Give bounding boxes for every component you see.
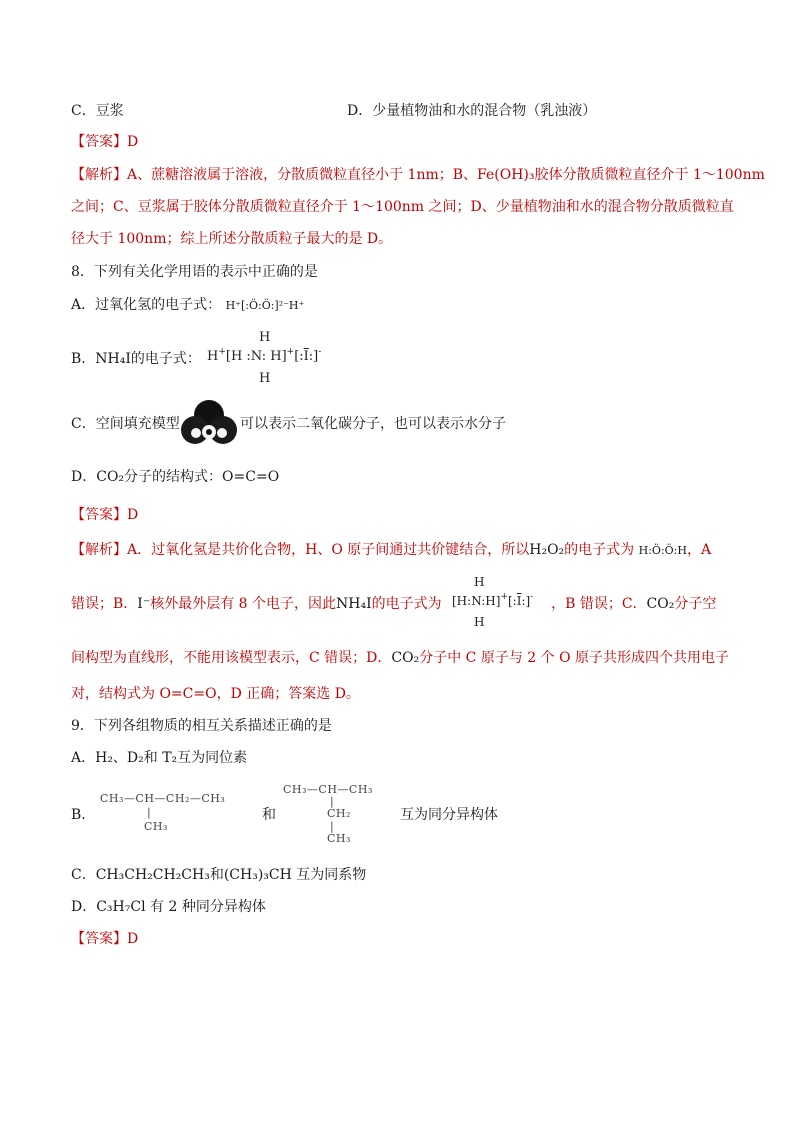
q9-option-d: D．C₃H₇Cl 有 2 种同分异构体: [71, 899, 266, 915]
nh4i-formula: NH₄I: [336, 596, 372, 612]
structural-formula-2: CH₃—CH—CH₃ | CH₂ | CH₃: [283, 783, 373, 845]
answer-value: D: [127, 134, 139, 150]
answer-label: 【答案】: [71, 134, 127, 150]
co2-formula: CO₂: [391, 650, 420, 666]
analysis-text-2a: 错误；B．: [71, 596, 138, 612]
q8-analysis-line-3: [71, 648, 729, 668]
option-d-text: 分子的结构式：O=C=O: [124, 469, 280, 485]
q9-answer: [71, 929, 138, 949]
option-b-prefix: B．: [71, 351, 96, 367]
q7-option-d: D．少量植物油和水的混合物（乳浊液）: [347, 103, 597, 119]
answer-label: 【答案】: [71, 507, 127, 523]
structural-formula-1: CH₃—CH—CH₂—CH₃ | CH₃: [100, 792, 226, 833]
q9-option-b-suffix: 互为同分异构体: [400, 807, 498, 823]
h2o2-formula: H₂O₂: [529, 542, 565, 558]
answer-value: D: [127, 931, 139, 947]
analysis-text-3b: 分子中 C 原子与 2 个 O 原子共形成四个共用电子: [419, 650, 729, 666]
q8-answer: [71, 505, 138, 525]
q7-analysis-line-1: [71, 165, 765, 185]
analysis-text-1a: A．过氧化氢是共价化合物，H、O 原子间通过共价键结合，所以: [127, 542, 530, 558]
analysis-text-2e: 分子空: [674, 596, 717, 612]
analysis-text: A、蔗糖溶液属于溶液，分散质微粒直径小于 1nm；B、Fe(OH)₃胶体分散质微粒直径介于 1～100nm: [127, 167, 765, 183]
analysis-text-3: 间构型为直线形，不能用该模型表示，C 错误；D．: [71, 650, 392, 666]
q9-stem: 9．下列各组物质的相互关系描述正确的是: [71, 718, 332, 734]
analysis-label: 【解析】: [71, 167, 127, 183]
q7-analysis-line-3: 径大于 100nm；综上所述分散质粒子最大的是 D。: [71, 231, 393, 247]
option-a-prefix: A．过氧化氢的电子式：: [71, 297, 222, 313]
option-c-prefix: C．空间填充模型: [71, 416, 180, 432]
iodide-ion: I⁻: [137, 596, 151, 612]
q8-analysis-line-1: [71, 540, 711, 561]
q9-option-b-and: 和: [262, 807, 276, 823]
analysis-text-1c: ，A: [686, 542, 712, 558]
analysis-text-2c: 的电子式为: [371, 596, 442, 612]
analysis-text-1b: 的电子式为: [564, 542, 635, 558]
answer-label: 【答案】: [71, 931, 127, 947]
q8-option-b: [71, 349, 201, 369]
q7-answer: [71, 132, 138, 152]
q8-option-c: [71, 414, 180, 434]
answer-value: D: [127, 507, 139, 523]
h2o2-lewis-formula: H:Ö:Ö:H: [638, 544, 687, 557]
q8-option-c-suffix: 可以表示二氧化碳分子，也可以表示水分子: [240, 416, 506, 432]
q7-analysis-line-2: 之间；C、豆浆属于胶体分散质微粒直径介于 1～100nm 之间；D、少量植物油和水的混合物分散质微粒直: [71, 199, 734, 215]
space-filling-model-image: [178, 398, 240, 448]
analysis-text-2b: 核外最外层有 8 个电子，因此: [150, 596, 337, 612]
q8-option-a: [71, 295, 304, 316]
q8-option-d: [71, 467, 279, 487]
option-d-prefix: D．: [71, 469, 97, 485]
co2-formula: CO₂: [96, 469, 125, 485]
option-b-text: 的电子式：: [130, 351, 201, 367]
analysis-text-2d: ，B 错误；C．: [551, 596, 647, 612]
q9-option-a: A．H₂、D₂和 T₂互为同位素: [71, 750, 248, 766]
h2o2-ionic-formula: H⁺[:Ö:Ö:]²⁻H⁺: [225, 299, 305, 312]
analysis-label: 【解析】: [71, 542, 127, 558]
q9-option-b-prefix: B．: [71, 807, 96, 823]
q7-option-c: C．豆浆: [71, 103, 124, 119]
q8-stem: 8．下列有关化学用语的表示中正确的是: [71, 264, 318, 280]
nh4i-formula: NH₄I: [95, 351, 131, 367]
q8-analysis-line-2: [71, 594, 716, 614]
q9-option-c: C．CH₃CH₂CH₂CH₃和(CH₃)₃CH 互为同系物: [71, 867, 367, 883]
q8-analysis-line-4: 对，结构式为 O=C=O，D 正确；答案选 D。: [71, 686, 360, 702]
co2-formula: CO₂: [646, 596, 675, 612]
